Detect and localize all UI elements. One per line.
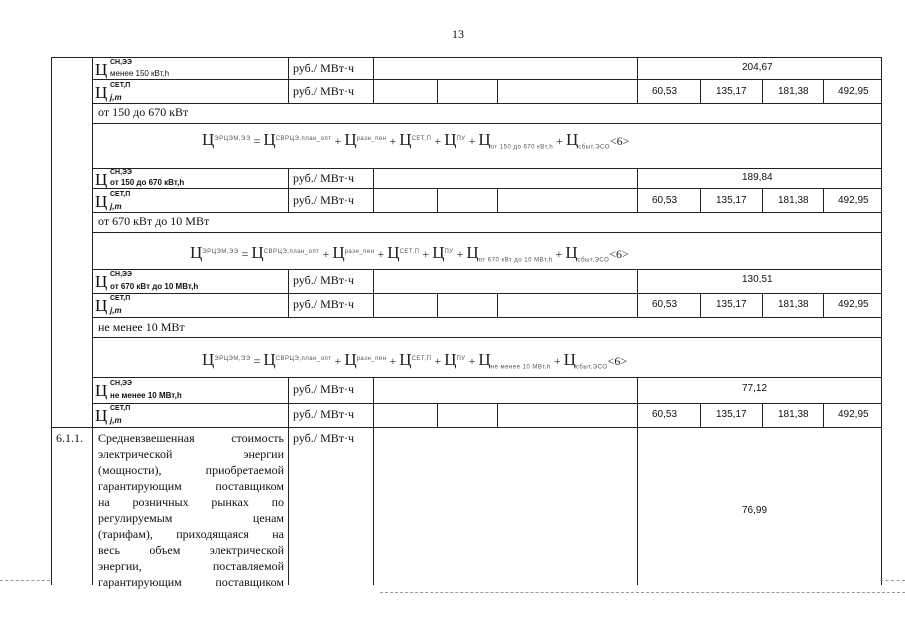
net-value-3: 181,38 bbox=[778, 195, 809, 206]
unit-label: руб./ МВт·ч bbox=[293, 61, 355, 75]
value-sn-ee-less-150: 204,67 bbox=[742, 62, 773, 73]
unit-label: руб./ МВт·ч bbox=[293, 382, 355, 396]
desc-line: (тарифам), приходящаяся на bbox=[98, 527, 284, 541]
cut-line bbox=[380, 592, 905, 593]
tariff-symbol: Ц bbox=[95, 272, 108, 291]
unit-label: руб./ МВт·ч bbox=[293, 84, 355, 98]
net-value-2: 135,17 bbox=[716, 299, 747, 310]
desc-line: энергии, поставляемой bbox=[98, 559, 284, 573]
desc-line: весь объем электрической bbox=[98, 543, 284, 557]
sub-jm: j,m bbox=[110, 93, 122, 102]
tariff-symbol: Ц bbox=[95, 296, 108, 315]
item-number: 6.1.1. bbox=[56, 431, 83, 445]
desc-line: регулируемым ценам bbox=[98, 511, 284, 525]
sub-670-10: от 670 кВт до 10 МВт,h bbox=[110, 282, 199, 291]
desc-line: (мощности), приобретаемой bbox=[98, 463, 284, 477]
desc-line: Средневзвешенная стоимость bbox=[98, 431, 284, 445]
tariff-table bbox=[51, 57, 882, 589]
desc-line: электрической энергии bbox=[98, 447, 284, 461]
sup-set-p: СЕТ,П bbox=[110, 82, 131, 89]
formula-670-10: $Ц^{ЭРЦЭМ,ЭЭ} = Ц^{СВРЦЭ,план\_опт} + Ц^{разн\_пен} + Ц^{СЕТ,П} + Ц^{ПУ} + Ц_{от 670 кВт до 10 МВт,h} + Ц_{сбыт,ЭСО}<6>$ bbox=[190, 243, 629, 264]
sub-less-150: менее 150 кВт,h bbox=[110, 69, 170, 78]
tariff-symbol: Ц bbox=[95, 83, 108, 102]
tariff-symbol: Ц bbox=[95, 381, 108, 400]
sup-sn-ee: СН,ЭЭ bbox=[110, 59, 133, 66]
tariff-symbol: Ц bbox=[95, 60, 108, 79]
tariff-symbol: Ц bbox=[95, 170, 108, 189]
net-value-2: 135,17 bbox=[716, 195, 747, 206]
cut-line bbox=[880, 580, 905, 581]
page-number: 13 bbox=[452, 27, 464, 41]
sub-jm: j,m bbox=[110, 202, 122, 211]
sup-sn-ee: СН,ЭЭ bbox=[110, 380, 133, 387]
unit-label: руб./ МВт·ч bbox=[293, 171, 355, 185]
sup-set-p: СЕТ,П bbox=[110, 191, 131, 198]
sup-set-p: СЕТ,П bbox=[110, 405, 131, 412]
tariff-symbol: Ц bbox=[95, 406, 108, 425]
net-value-4: 492,95 bbox=[838, 299, 869, 310]
band-label-670-10: от 670 кВт до 10 МВт bbox=[98, 214, 210, 228]
item-value: 76,99 bbox=[742, 505, 768, 516]
net-value-2: 135,17 bbox=[716, 86, 747, 97]
value-sn-ee-150-670: 189,84 bbox=[742, 172, 773, 183]
net-value-3: 181,38 bbox=[778, 86, 809, 97]
value-sn-ee-670-10: 130,51 bbox=[742, 274, 773, 285]
net-value-4: 492,95 bbox=[838, 86, 869, 97]
unit-label: руб./ МВт·ч bbox=[293, 407, 355, 421]
formula-10: $Ц^{ЭРЦЭМ,ЭЭ} = Ц^{СВРЦЭ,план\_опт} + Ц^{разн\_пен} + Ц^{СЕТ,П} + Ц^{ПУ} + Ц_{не менее 10 МВт,h} + Ц_{сбыт,ЭСО}<6>$ bbox=[202, 350, 628, 371]
unit-label: руб./ МВт·ч bbox=[293, 297, 355, 311]
desc-line: гарантирующим поставщиком bbox=[98, 575, 284, 589]
net-value-3: 181,38 bbox=[778, 299, 809, 310]
unit-label: руб./ МВт·ч bbox=[293, 193, 355, 207]
desc-line: на розничных рынках по bbox=[98, 495, 284, 509]
desc-line: гарантирующим поставщиком bbox=[98, 479, 284, 493]
unit-label: руб./ МВт·ч bbox=[293, 431, 355, 445]
tariff-symbol: Ц bbox=[95, 192, 108, 211]
net-value-4: 492,95 bbox=[838, 195, 869, 206]
formula-150-670: $Ц^{ЭРЦЭМ,ЭЭ} = Ц^{СВРЦЭ,план\_опт} + Ц^{разн\_пен} + Ц^{СЕТ,П} + Ц^{ПУ} + Ц_{от 150 до 670 кВт,h} + Ц_{сбыт,ЭСО}<6>$ bbox=[202, 130, 630, 151]
net-value-2: 135,17 bbox=[716, 409, 747, 420]
cut-line bbox=[0, 580, 50, 581]
sub-150-670: от 150 до 670 кВт,h bbox=[110, 178, 185, 187]
sub-jm: j,m bbox=[110, 416, 122, 425]
net-value-1: 60,53 bbox=[652, 409, 678, 420]
band-label-150-670: от 150 до 670 кВт bbox=[98, 105, 189, 119]
sup-sn-ee: СН,ЭЭ bbox=[110, 271, 133, 278]
net-value-3: 181,38 bbox=[778, 409, 809, 420]
unit-label: руб./ МВт·ч bbox=[293, 273, 355, 287]
sup-set-p: СЕТ,П bbox=[110, 295, 131, 302]
net-value-1: 60,53 bbox=[652, 299, 678, 310]
item-description bbox=[98, 430, 284, 590]
net-value-4: 492,95 bbox=[838, 409, 869, 420]
net-value-1: 60,53 bbox=[652, 195, 678, 206]
band-label-10: не менее 10 МВт bbox=[98, 320, 185, 334]
sub-10: не менее 10 МВт,h bbox=[110, 391, 182, 400]
value-sn-ee-10: 77,12 bbox=[742, 383, 768, 394]
sup-sn-ee: СН,ЭЭ bbox=[110, 169, 133, 176]
sub-jm: j,m bbox=[110, 306, 122, 315]
net-value-1: 60,53 bbox=[652, 86, 678, 97]
